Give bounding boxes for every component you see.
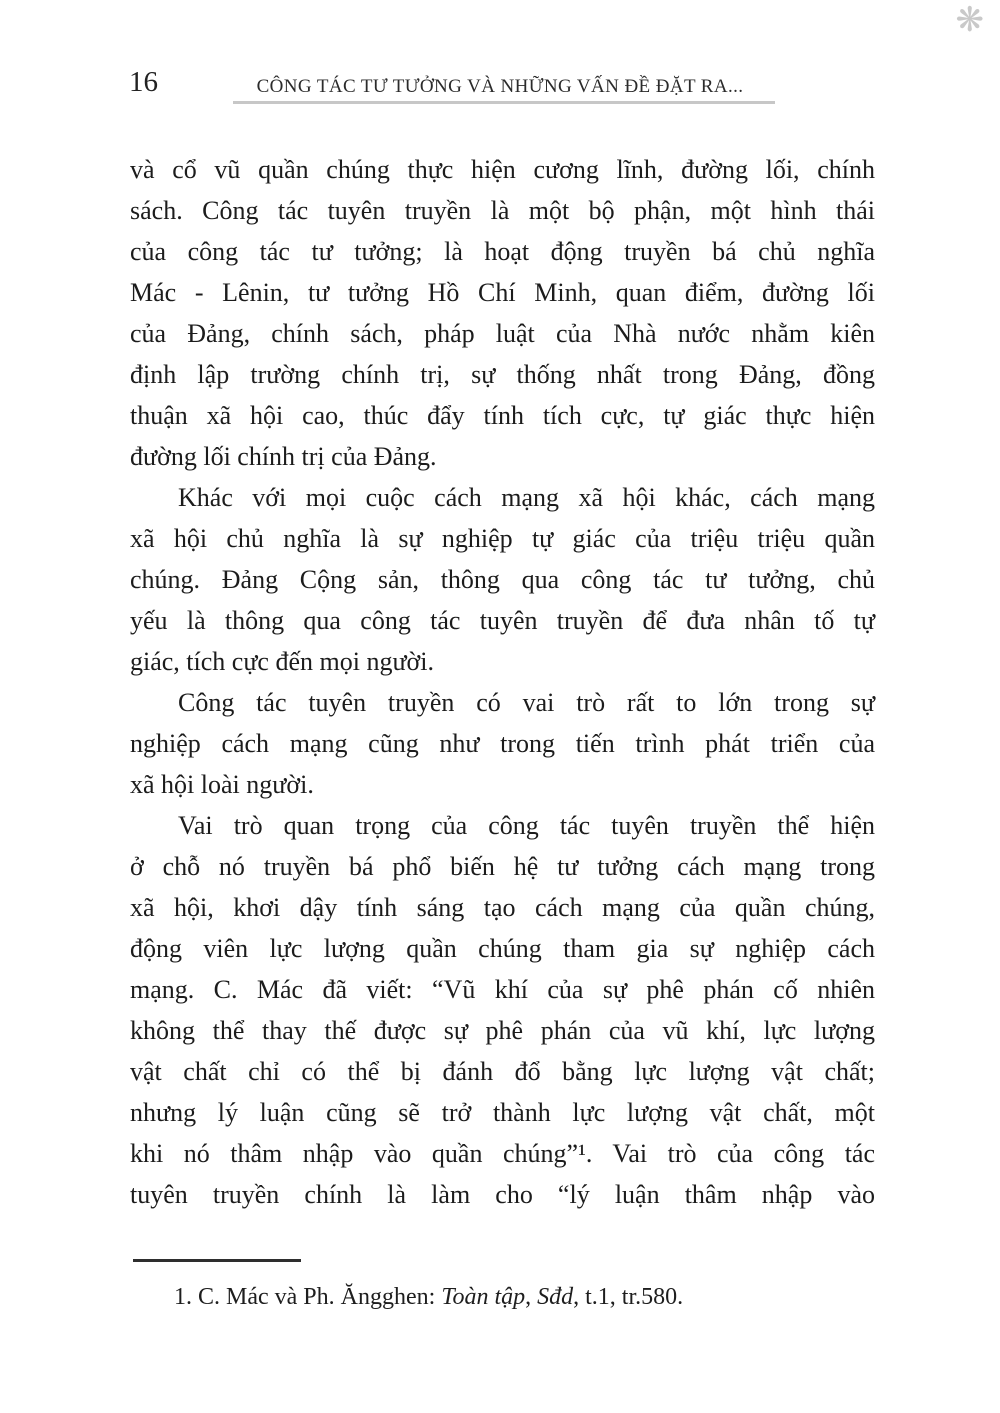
footnote	[130, 1281, 875, 1313]
footnote-italic-sdd: Sđd	[537, 1284, 574, 1310]
text-line: nhưng lý luận cũng sẽ trở thành lực lượng vật chất, một	[130, 1098, 875, 1127]
running-header: CÔNG TÁC TƯ TƯỞNG VÀ NHỮNG VẤN ĐỀ ĐẶT RA...	[256, 76, 744, 97]
text-line: của Đảng, chính sách, pháp luật của Nhà nước nhằm kiên	[130, 319, 875, 348]
text-line: đường lối chính trị của Đảng.	[130, 442, 437, 471]
text-line: Vai trò quan trọng của công tác tuyên truyền thể hiện	[178, 811, 875, 840]
footnote-text: ,	[525, 1284, 538, 1310]
text-line: xã hội chủ nghĩa là sự nghiệp tự giác của triệu triệu quần	[130, 524, 875, 553]
text-line: ở chỗ nó truyền bá phổ biến hệ tư tưởng cách mạng trong	[130, 852, 875, 881]
text-line: tuyên truyền chính là làm cho “lý luận thâm nhập vào	[130, 1180, 875, 1209]
footnote-text: 1. C. Mác và Ph. Ăngghen:	[174, 1284, 442, 1310]
text-line: xã hội, khơi dậy tính sáng tạo cách mạng của quần chúng,	[130, 893, 875, 922]
header-rule	[233, 101, 775, 104]
text-line: giác, tích cực đến mọi người.	[130, 647, 435, 676]
paragraph	[130, 477, 875, 682]
paragraph	[130, 805, 875, 1215]
text-line: Mác - Lênin, tư tưởng Hồ Chí Minh, quan điểm, đường lối	[130, 278, 875, 307]
text-line: và cổ vũ quần chúng thực hiện cương lĩnh, đường lối, chính	[130, 155, 875, 184]
text-line: xã hội loài người.	[130, 770, 314, 799]
text-line: yếu là thông qua công tác tuyên truyền để đưa nhân tố tự	[130, 606, 875, 635]
footnote-separator	[133, 1259, 301, 1262]
paragraph	[130, 682, 875, 805]
text-line: mạng. C. Mác đã viết: “Vũ khí của sự phê phán cố nhiên	[130, 975, 875, 1004]
footnote-italic-title: Toàn tập	[441, 1284, 526, 1310]
text-line: định lập trường chính trị, sự thống nhất trong Đảng, đồng	[130, 360, 875, 389]
text-line: của công tác tư tưởng; là hoạt động truyền bá chủ nghĩa	[130, 237, 875, 266]
flower-ornament-icon: ❋	[955, 2, 984, 39]
text-line: nghiệp cách mạng cũng như trong tiến trình phát triển của	[130, 729, 875, 758]
text-line: Công tác tuyên truyền có vai trò rất to lớn trong sự	[178, 688, 875, 717]
body-text	[130, 149, 875, 1215]
footnote-text: , t.1, tr.580.	[573, 1284, 684, 1310]
text-line: không thể thay thế được sự phê phán của vũ khí, lực lượng	[130, 1016, 875, 1045]
text-line: khi nó thâm nhập vào quần chúng”¹. Vai trò của công tác	[130, 1139, 875, 1168]
text-line: động viên lực lượng quần chúng tham gia sự nghiệp cách	[130, 934, 875, 963]
text-line: Khác với mọi cuộc cách mạng xã hội khác, cách mạng	[178, 483, 875, 512]
text-line: chúng. Đảng Cộng sản, thông qua công tác tư tưởng, chủ	[130, 565, 875, 594]
paragraph	[130, 149, 875, 477]
text-line: thuận xã hội cao, thúc đẩy tính tích cực, tự giác thực hiện	[130, 401, 875, 430]
text-line: sách. Công tác tuyên truyền là một bộ phận, một hình thái	[130, 196, 875, 225]
text-line: vật chất chỉ có thể bị đánh đổ bằng lực lượng vật chất;	[130, 1057, 875, 1086]
page-number: 16	[129, 66, 158, 98]
